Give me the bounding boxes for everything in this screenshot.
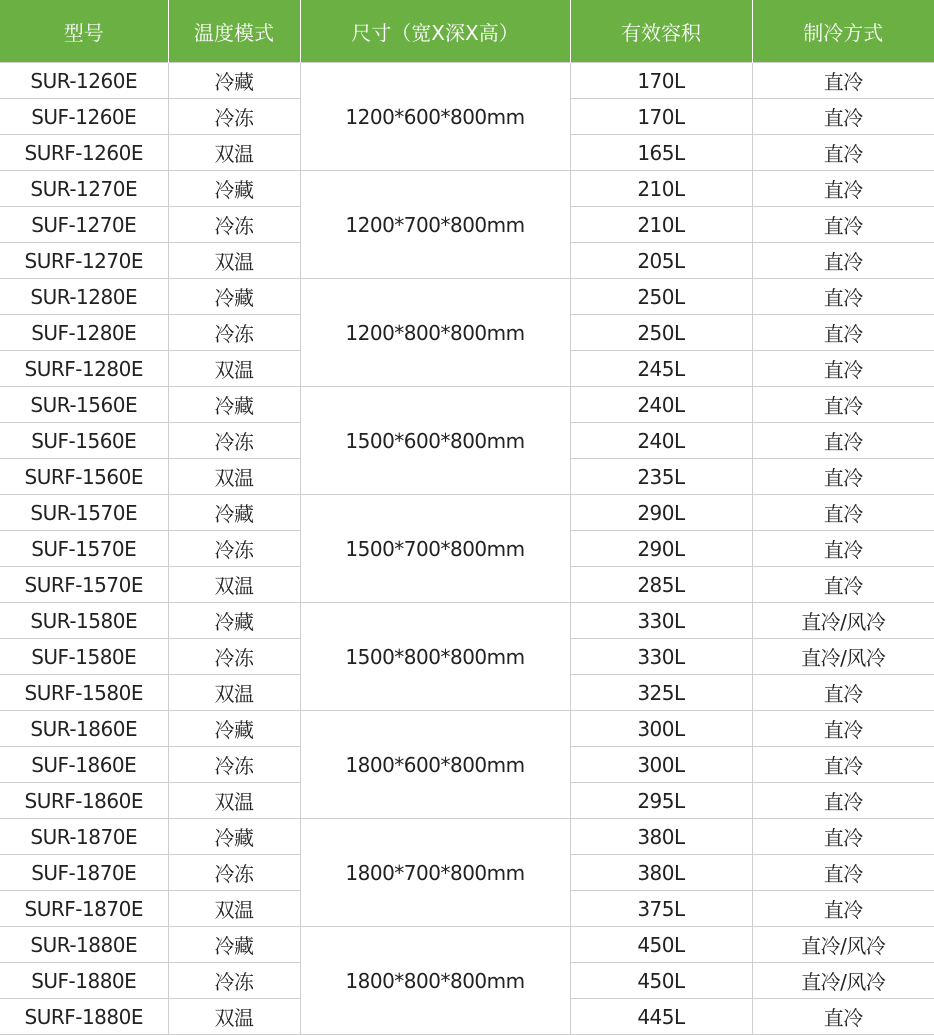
cell-model: SURF-1570E — [0, 567, 168, 603]
cell-model: SURF-1260E — [0, 135, 168, 171]
cell-model: SUF-1280E — [0, 315, 168, 351]
cell-volume: 170L — [570, 63, 752, 99]
cell-volume: 300L — [570, 711, 752, 747]
cell-size: 1200*600*800mm — [300, 63, 570, 171]
cell-size: 1800*700*800mm — [300, 819, 570, 927]
cell-volume: 245L — [570, 351, 752, 387]
table-body — [0, 63, 934, 1035]
cell-temp-mode: 冷藏 — [168, 819, 300, 855]
cell-size: 1800*800*800mm — [300, 927, 570, 1035]
cell-model: SURF-1270E — [0, 243, 168, 279]
cell-model: SUF-1560E — [0, 423, 168, 459]
cell-temp-mode: 双温 — [168, 351, 300, 387]
cell-volume: 375L — [570, 891, 752, 927]
cell-volume: 330L — [570, 603, 752, 639]
cell-temp-mode: 冷冻 — [168, 531, 300, 567]
cell-temp-mode: 冷冻 — [168, 963, 300, 999]
cell-cooling: 直冷 — [752, 279, 934, 315]
cell-volume: 210L — [570, 207, 752, 243]
cell-model: SURF-1560E — [0, 459, 168, 495]
table-row — [0, 927, 934, 963]
cell-model: SUR-1270E — [0, 171, 168, 207]
cell-model: SURF-1580E — [0, 675, 168, 711]
cell-temp-mode: 双温 — [168, 459, 300, 495]
cell-cooling: 直冷 — [752, 315, 934, 351]
table-row — [0, 819, 934, 855]
cell-cooling: 直冷 — [752, 351, 934, 387]
table-header — [0, 0, 934, 63]
cell-cooling: 直冷/风冷 — [752, 639, 934, 675]
cell-model: SUF-1860E — [0, 747, 168, 783]
cell-temp-mode: 冷藏 — [168, 711, 300, 747]
cell-temp-mode: 双温 — [168, 243, 300, 279]
cell-model: SUR-1280E — [0, 279, 168, 315]
cell-cooling: 直冷 — [752, 459, 934, 495]
cell-cooling: 直冷 — [752, 675, 934, 711]
cell-model: SUR-1880E — [0, 927, 168, 963]
header-volume: 有效容积 — [570, 0, 752, 63]
cell-temp-mode: 冷藏 — [168, 927, 300, 963]
cell-temp-mode: 冷冻 — [168, 423, 300, 459]
cell-volume: 290L — [570, 495, 752, 531]
cell-model: SURF-1860E — [0, 783, 168, 819]
cell-temp-mode: 冷藏 — [168, 171, 300, 207]
cell-temp-mode: 冷冻 — [168, 99, 300, 135]
table-row — [0, 63, 934, 99]
table-row — [0, 603, 934, 639]
cell-volume: 295L — [570, 783, 752, 819]
cell-temp-mode: 冷藏 — [168, 63, 300, 99]
cell-model: SUR-1860E — [0, 711, 168, 747]
cell-cooling: 直冷 — [752, 63, 934, 99]
cell-volume: 240L — [570, 387, 752, 423]
cell-size: 1500*700*800mm — [300, 495, 570, 603]
table-row — [0, 711, 934, 747]
cell-temp-mode: 冷冻 — [168, 639, 300, 675]
cell-temp-mode: 双温 — [168, 567, 300, 603]
cell-model: SUF-1260E — [0, 99, 168, 135]
header-model: 型号 — [0, 0, 168, 63]
cell-cooling: 直冷 — [752, 855, 934, 891]
cell-model: SUF-1580E — [0, 639, 168, 675]
cell-volume: 250L — [570, 315, 752, 351]
table-row — [0, 387, 934, 423]
cell-volume: 205L — [570, 243, 752, 279]
table-row — [0, 279, 934, 315]
cell-volume: 450L — [570, 963, 752, 999]
cell-model: SUF-1880E — [0, 963, 168, 999]
cell-model: SUF-1270E — [0, 207, 168, 243]
cell-model: SURF-1880E — [0, 999, 168, 1035]
cell-size: 1500*800*800mm — [300, 603, 570, 711]
cell-volume: 380L — [570, 819, 752, 855]
cell-temp-mode: 冷藏 — [168, 279, 300, 315]
cell-model: SUR-1560E — [0, 387, 168, 423]
cell-cooling: 直冷 — [752, 495, 934, 531]
cell-volume: 165L — [570, 135, 752, 171]
cell-model: SUR-1870E — [0, 819, 168, 855]
cell-cooling: 直冷 — [752, 171, 934, 207]
cell-volume: 450L — [570, 927, 752, 963]
cell-cooling: 直冷/风冷 — [752, 927, 934, 963]
cell-model: SUF-1570E — [0, 531, 168, 567]
cell-cooling: 直冷 — [752, 135, 934, 171]
cell-model: SUR-1570E — [0, 495, 168, 531]
cell-cooling: 直冷 — [752, 819, 934, 855]
cell-cooling: 直冷 — [752, 783, 934, 819]
cell-temp-mode: 双温 — [168, 999, 300, 1035]
cell-volume: 380L — [570, 855, 752, 891]
cell-cooling: 直冷 — [752, 711, 934, 747]
cell-volume: 250L — [570, 279, 752, 315]
cell-cooling: 直冷 — [752, 423, 934, 459]
cell-temp-mode: 冷冻 — [168, 207, 300, 243]
cell-volume: 445L — [570, 999, 752, 1035]
cell-volume: 325L — [570, 675, 752, 711]
cell-volume: 330L — [570, 639, 752, 675]
table-row — [0, 171, 934, 207]
cell-volume: 300L — [570, 747, 752, 783]
cell-size: 1200*700*800mm — [300, 171, 570, 279]
cell-temp-mode: 冷藏 — [168, 387, 300, 423]
cell-volume: 210L — [570, 171, 752, 207]
cell-cooling: 直冷 — [752, 243, 934, 279]
cell-size: 1800*600*800mm — [300, 711, 570, 819]
cell-size: 1500*600*800mm — [300, 387, 570, 495]
cell-volume: 170L — [570, 99, 752, 135]
cell-model: SURF-1870E — [0, 891, 168, 927]
cell-model: SUF-1870E — [0, 855, 168, 891]
cell-temp-mode: 冷冻 — [168, 747, 300, 783]
cell-cooling: 直冷 — [752, 387, 934, 423]
cell-temp-mode: 冷冻 — [168, 315, 300, 351]
cell-cooling: 直冷/风冷 — [752, 603, 934, 639]
cell-cooling: 直冷 — [752, 999, 934, 1035]
cell-cooling: 直冷 — [752, 99, 934, 135]
cell-volume: 285L — [570, 567, 752, 603]
header-size: 尺寸（宽X深X高） — [300, 0, 570, 63]
cell-model: SUR-1260E — [0, 63, 168, 99]
cell-cooling: 直冷 — [752, 531, 934, 567]
cell-temp-mode: 双温 — [168, 891, 300, 927]
cell-cooling: 直冷 — [752, 891, 934, 927]
cell-size: 1200*800*800mm — [300, 279, 570, 387]
cell-volume: 235L — [570, 459, 752, 495]
cell-temp-mode: 冷藏 — [168, 603, 300, 639]
header-row — [0, 0, 934, 63]
cell-model: SUR-1580E — [0, 603, 168, 639]
cell-cooling: 直冷 — [752, 567, 934, 603]
header-temp-mode: 温度模式 — [168, 0, 300, 63]
cell-temp-mode: 冷冻 — [168, 855, 300, 891]
cell-volume: 240L — [570, 423, 752, 459]
cell-temp-mode: 双温 — [168, 675, 300, 711]
header-cooling: 制冷方式 — [752, 0, 934, 63]
cell-temp-mode: 冷藏 — [168, 495, 300, 531]
cell-cooling: 直冷 — [752, 747, 934, 783]
table-row — [0, 495, 934, 531]
cell-temp-mode: 双温 — [168, 135, 300, 171]
cell-cooling: 直冷 — [752, 207, 934, 243]
cell-temp-mode: 双温 — [168, 783, 300, 819]
cell-model: SURF-1280E — [0, 351, 168, 387]
cell-volume: 290L — [570, 531, 752, 567]
cell-cooling: 直冷/风冷 — [752, 963, 934, 999]
